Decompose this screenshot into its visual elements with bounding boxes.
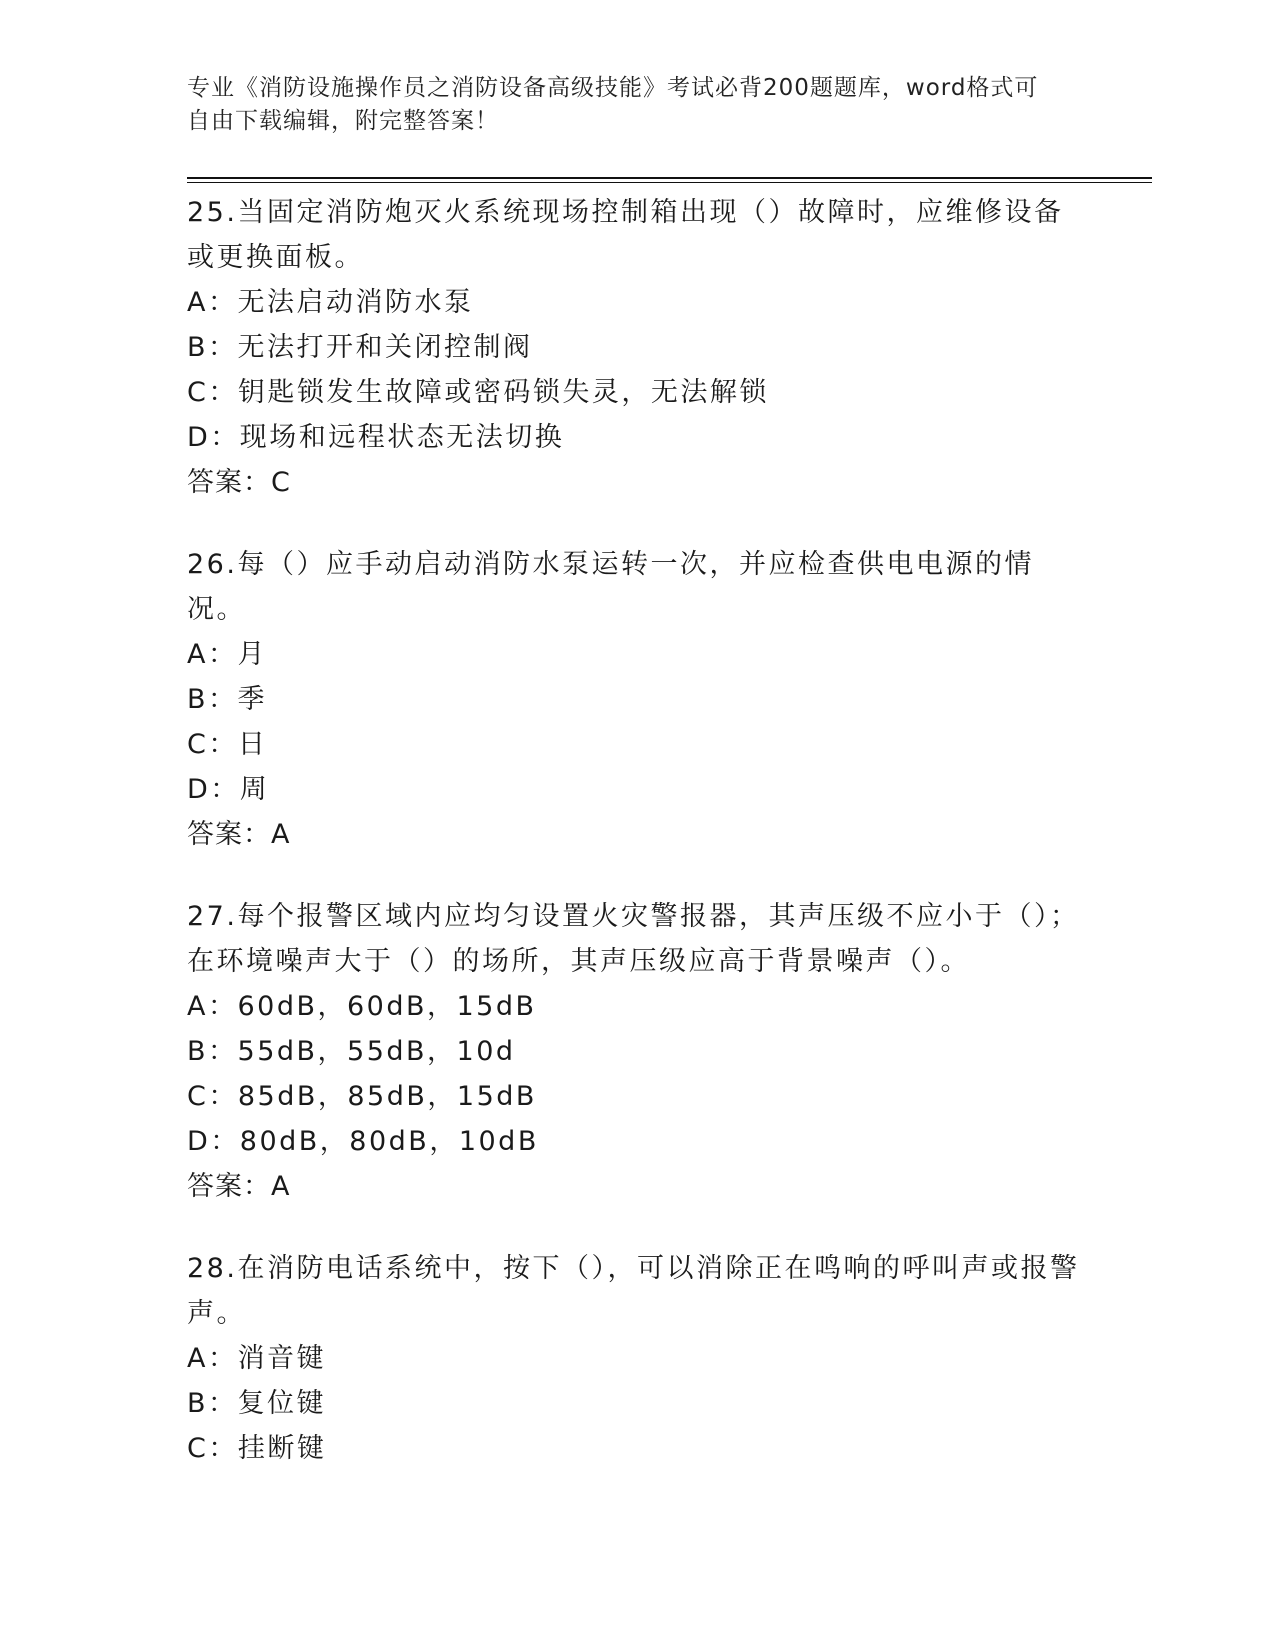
answer: 答案：A bbox=[187, 819, 291, 850]
question-stem: 25.当固定消防炮灭火系统现场控制箱出现（）故障时，应维修设备或更换面板。 bbox=[187, 197, 1064, 273]
option-c: C：挂断键 bbox=[187, 1433, 327, 1464]
option-a: A：月 bbox=[187, 639, 267, 670]
header-divider-thick bbox=[187, 177, 1152, 179]
option-c: C：日 bbox=[187, 729, 268, 760]
header-divider-thin bbox=[187, 182, 1152, 183]
question-27 bbox=[187, 894, 1087, 1209]
option-d: D：周 bbox=[187, 774, 270, 805]
document-header bbox=[187, 72, 1087, 138]
option-c: C：钥匙锁发生故障或密码锁失灵，无法解锁 bbox=[187, 377, 769, 408]
option-b: B：55dB，55dB，10d bbox=[187, 1036, 516, 1067]
option-c: C：85dB，85dB，15dB bbox=[187, 1081, 537, 1112]
option-b: B：无法打开和关闭控制阀 bbox=[187, 332, 533, 363]
header-line-2: 自由下载编辑，附完整答案！ bbox=[187, 108, 499, 134]
option-b: B：复位键 bbox=[187, 1388, 327, 1419]
question-list bbox=[187, 190, 1087, 1471]
question-26 bbox=[187, 542, 1087, 857]
header-line-1: 专业《消防设施操作员之消防设备高级技能》考试必背200题题库，word格式可 bbox=[187, 75, 1039, 101]
question-stem: 26.每（）应手动启动消防水泵运转一次，并应检查供电电源的情况。 bbox=[187, 549, 1034, 625]
option-d: D：80dB，80dB，10dB bbox=[187, 1126, 539, 1157]
option-a: A：60dB，60dB，15dB bbox=[187, 991, 537, 1022]
answer: 答案：C bbox=[187, 467, 291, 498]
question-28 bbox=[187, 1246, 1087, 1471]
option-b: B：季 bbox=[187, 684, 268, 715]
option-d: D：现场和远程状态无法切换 bbox=[187, 422, 565, 453]
question-25 bbox=[187, 190, 1087, 505]
answer: 答案：A bbox=[187, 1171, 291, 1202]
question-stem: 28.在消防电话系统中，按下（），可以消除正在鸣响的呼叫声或报警声。 bbox=[187, 1253, 1080, 1329]
option-a: A：无法启动消防水泵 bbox=[187, 287, 474, 318]
option-a: A：消音键 bbox=[187, 1343, 326, 1374]
question-stem: 27.每个报警区域内应均匀设置火灾警报器，其声压级不应小于（）；在环境噪声大于（）的场所，其声压级应高于背景噪声（）。 bbox=[187, 901, 1080, 977]
